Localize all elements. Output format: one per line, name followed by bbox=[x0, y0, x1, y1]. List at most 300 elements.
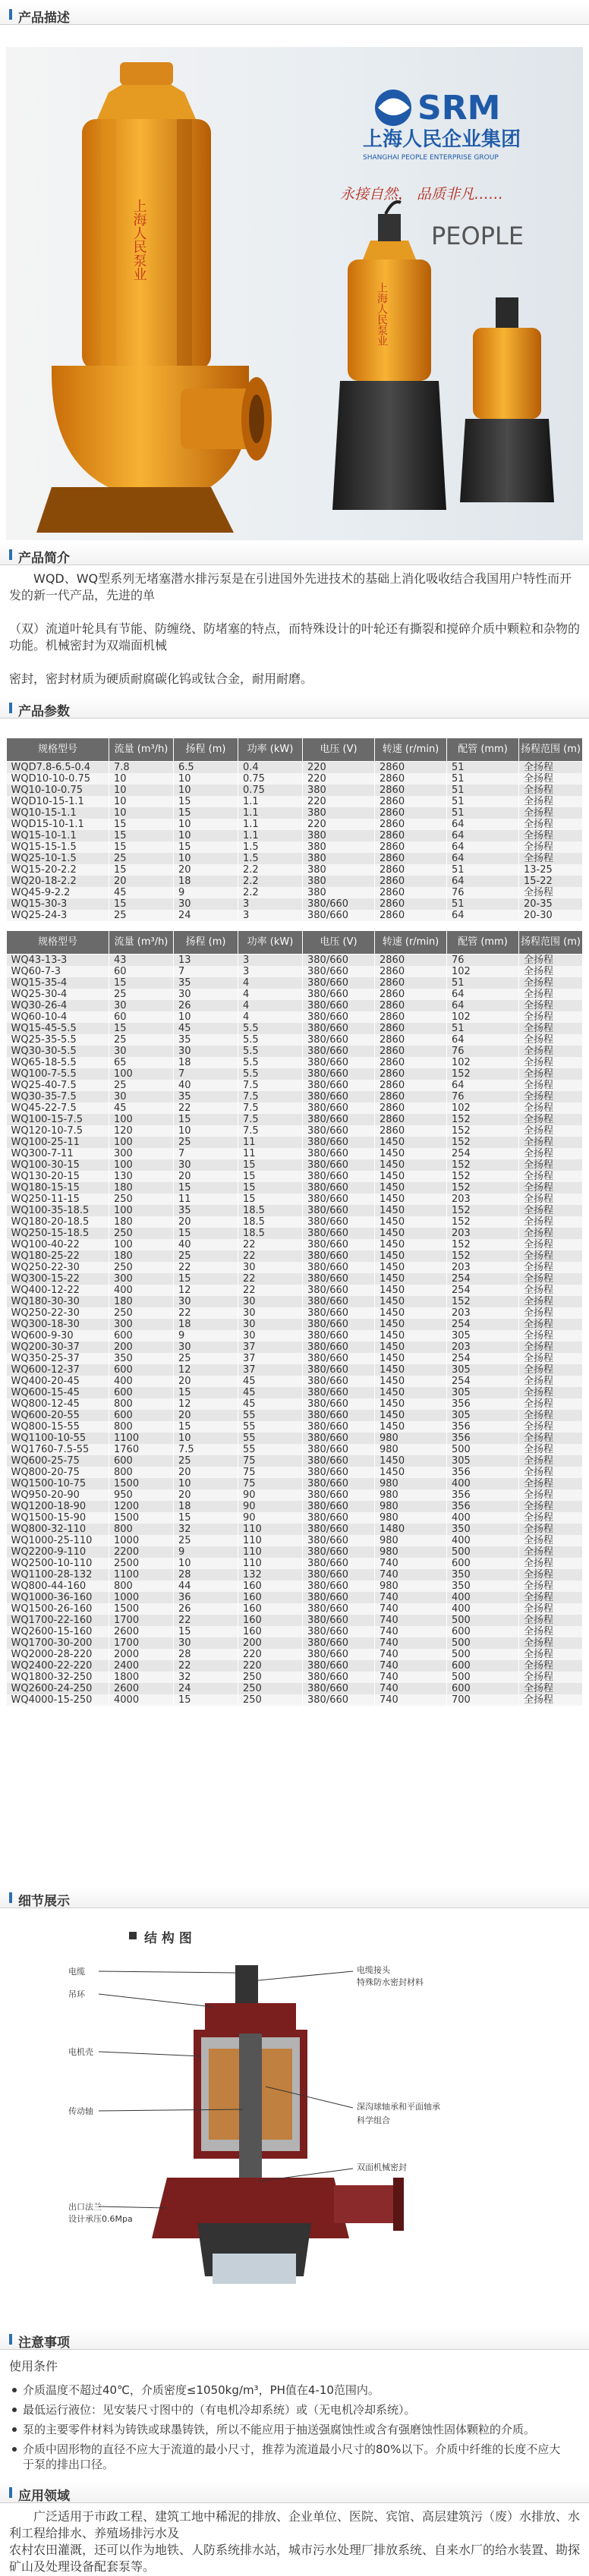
table-cell: 全扬程 bbox=[519, 955, 583, 967]
table-cell: 20 bbox=[174, 864, 238, 876]
table-cell: 380/660 bbox=[303, 1387, 375, 1398]
table-cell: 380/660 bbox=[303, 1694, 375, 1706]
table-row bbox=[7, 1535, 583, 1546]
table-cell: 全扬程 bbox=[519, 1433, 583, 1444]
col-header: 转速 (r/min) bbox=[375, 931, 447, 955]
table-cell: WQ1200-18-90 bbox=[7, 1501, 109, 1512]
table-cell: WQ120-10-7.5 bbox=[7, 1125, 109, 1137]
table-cell: 2.2 bbox=[238, 864, 303, 876]
table-cell: 全扬程 bbox=[519, 1626, 583, 1637]
table-cell: 2860 bbox=[375, 887, 447, 898]
table-cell: 2860 bbox=[375, 1011, 447, 1023]
table-cell: 全扬程 bbox=[519, 785, 583, 796]
table-cell: 4 bbox=[238, 977, 303, 989]
table-cell: 600 bbox=[109, 1410, 174, 1421]
table-cell: 0.4 bbox=[238, 762, 303, 774]
table-row bbox=[7, 1307, 583, 1319]
table-cell: 55 bbox=[238, 1433, 303, 1444]
table-cell: 25 bbox=[109, 989, 174, 1000]
table-cell: 10 bbox=[109, 785, 174, 796]
table-cell: 380/660 bbox=[303, 910, 375, 921]
table-cell: WQ1800-32-250 bbox=[7, 1672, 109, 1683]
table-cell: 305 bbox=[447, 1330, 519, 1341]
table-cell: 980 bbox=[375, 1501, 447, 1512]
table-cell: 220 bbox=[303, 762, 375, 774]
table-cell: 1.5 bbox=[238, 841, 303, 853]
table-cell: 全扬程 bbox=[519, 1387, 583, 1398]
table-row bbox=[7, 1137, 583, 1148]
table-row bbox=[7, 1489, 583, 1501]
table-cell: 380 bbox=[303, 785, 375, 796]
table-cell: 18 bbox=[174, 876, 238, 887]
table-row bbox=[7, 910, 583, 921]
table-cell: 全扬程 bbox=[519, 830, 583, 841]
table-cell: 76 bbox=[447, 887, 519, 898]
table-row bbox=[7, 1000, 583, 1011]
table-cell: 305 bbox=[447, 1410, 519, 1421]
table-row bbox=[7, 876, 583, 887]
table-cell: 740 bbox=[375, 1672, 447, 1683]
table-row bbox=[7, 1330, 583, 1341]
table-row bbox=[7, 1034, 583, 1046]
table-cell: 37 bbox=[238, 1353, 303, 1364]
table-cell: 13 bbox=[174, 955, 238, 967]
table-cell: 64 bbox=[447, 1034, 519, 1046]
table-cell: 30 bbox=[174, 1637, 238, 1649]
table-cell: 全扬程 bbox=[519, 1649, 583, 1660]
intro-p1: WQD、WQ型系列无堵塞潜水排污泵是在引进国外先进技术的基础上消化吸收结合我国用户特性而开发的新一代产品，先进的单 bbox=[9, 571, 572, 602]
table-row bbox=[7, 796, 583, 807]
table-cell: 380/660 bbox=[303, 1159, 375, 1171]
table-cell: WQ180-15-15 bbox=[7, 1182, 109, 1194]
table-cell: 全扬程 bbox=[519, 1558, 583, 1569]
table-cell: 980 bbox=[375, 1535, 447, 1546]
table-cell: 800 bbox=[109, 1467, 174, 1478]
table-cell: 25 bbox=[109, 1080, 174, 1091]
table-cell: 1760 bbox=[109, 1444, 174, 1455]
table-cell: 10 bbox=[109, 773, 174, 785]
table-cell: 60 bbox=[109, 966, 174, 977]
table-cell: 380 bbox=[303, 887, 375, 898]
table-cell: 740 bbox=[375, 1626, 447, 1637]
table-cell: WQ1500-26-160 bbox=[7, 1603, 109, 1615]
table-cell: WQ25-30-4 bbox=[7, 989, 109, 1000]
table-cell: 64 bbox=[447, 830, 519, 841]
table-cell: 1450 bbox=[375, 1421, 447, 1433]
table-cell: 30 bbox=[238, 1262, 303, 1273]
table-cell: 380/660 bbox=[303, 1489, 375, 1501]
col-header: 转速 (r/min) bbox=[375, 738, 447, 762]
table-cell: 全扬程 bbox=[519, 1683, 583, 1694]
table-cell: 2860 bbox=[375, 898, 447, 910]
table-cell: 740 bbox=[375, 1683, 447, 1694]
table-row bbox=[7, 1478, 583, 1489]
table-cell: WQ15-20-2.2 bbox=[7, 864, 109, 876]
table-cell: 全扬程 bbox=[519, 1512, 583, 1524]
table-cell: 500 bbox=[447, 1637, 519, 1649]
table-cell: WQD15-10-1.1 bbox=[7, 819, 109, 830]
table-cell: 9 bbox=[174, 887, 238, 898]
table-cell: 全扬程 bbox=[519, 1273, 583, 1285]
table-cell: 64 bbox=[447, 819, 519, 830]
table-cell: 全扬程 bbox=[519, 1034, 583, 1046]
table-cell: 102 bbox=[447, 966, 519, 977]
table-cell: 380/660 bbox=[303, 1626, 375, 1637]
table-cell: 15 bbox=[109, 841, 174, 853]
table-cell: 10 bbox=[174, 1478, 238, 1489]
table-cell: 20 bbox=[174, 1467, 238, 1478]
table-cell: 4 bbox=[238, 1000, 303, 1011]
table-cell: 160 bbox=[238, 1592, 303, 1603]
table-cell: 380/660 bbox=[303, 1000, 375, 1011]
table-cell: WQ180-25-22 bbox=[7, 1250, 109, 1262]
table-cell: 380/660 bbox=[303, 1080, 375, 1091]
col-header: 扬程 (m) bbox=[174, 738, 238, 762]
table-row bbox=[7, 1068, 583, 1080]
table-cell: 380/660 bbox=[303, 1444, 375, 1455]
table-cell: 300 bbox=[109, 1319, 174, 1330]
table-cell: 110 bbox=[238, 1546, 303, 1558]
table-cell: 100 bbox=[109, 1239, 174, 1250]
table-cell: 380/660 bbox=[303, 1501, 375, 1512]
table-cell: 25 bbox=[174, 1137, 238, 1148]
table-cell: 400 bbox=[447, 1478, 519, 1489]
table-cell: 254 bbox=[447, 1376, 519, 1387]
table-cell: 10 bbox=[174, 773, 238, 785]
table-cell: 220 bbox=[303, 796, 375, 807]
table-cell: 700 bbox=[447, 1694, 519, 1706]
table-cell: 380/660 bbox=[303, 1364, 375, 1376]
apps-p1: 广泛适用于市政工程、建筑工地中稀泥的排放、企业单位、医院、宾馆、高层建筑污（废）水排放、水利工程给排水、养殖场排污水及 bbox=[9, 2509, 581, 2540]
table-cell: 全扬程 bbox=[519, 989, 583, 1000]
table-cell: 30 bbox=[238, 1307, 303, 1319]
table-cell: 350 bbox=[109, 1353, 174, 1364]
table-cell: 380/660 bbox=[303, 1296, 375, 1307]
table-cell: 18.5 bbox=[238, 1216, 303, 1228]
table-cell: 10 bbox=[174, 1558, 238, 1569]
table-cell: 380/660 bbox=[303, 1148, 375, 1159]
table-cell: 全扬程 bbox=[519, 1285, 583, 1296]
table-row bbox=[7, 1524, 583, 1535]
col-header: 电压 (V) bbox=[303, 931, 375, 955]
table-cell: 全扬程 bbox=[519, 1398, 583, 1410]
table-cell: 全扬程 bbox=[519, 762, 583, 774]
table-row bbox=[7, 1023, 583, 1034]
table-cell: 2860 bbox=[375, 819, 447, 830]
table-row bbox=[7, 1250, 583, 1262]
table-cell: 2860 bbox=[375, 989, 447, 1000]
table-cell: 22 bbox=[174, 1102, 238, 1114]
section-header-detail bbox=[0, 1886, 589, 1908]
table-cell: 全扬程 bbox=[519, 1171, 583, 1182]
table-cell: 2860 bbox=[375, 1023, 447, 1034]
table-cell: 1450 bbox=[375, 1228, 447, 1239]
table-cell: WQ100-35-18.5 bbox=[7, 1205, 109, 1216]
table-cell: 980 bbox=[375, 1478, 447, 1489]
table-cell: 380/660 bbox=[303, 1068, 375, 1080]
table-cell: 51 bbox=[447, 796, 519, 807]
table-cell: 10 bbox=[174, 1125, 238, 1137]
table-cell: 203 bbox=[447, 1307, 519, 1319]
table-cell: 400 bbox=[447, 1535, 519, 1546]
table-cell: WQ800-20-75 bbox=[7, 1467, 109, 1478]
label-seal: 双面机械密封 bbox=[357, 2162, 407, 2172]
table-cell: 2860 bbox=[375, 1091, 447, 1102]
table-row bbox=[7, 1182, 583, 1194]
table-row bbox=[7, 841, 583, 853]
table-cell: 3 bbox=[238, 898, 303, 910]
table-cell: 全扬程 bbox=[519, 1535, 583, 1546]
pump-illustration bbox=[6, 47, 583, 540]
table-cell: 110 bbox=[238, 1558, 303, 1569]
table-cell: WQ1700-22-160 bbox=[7, 1615, 109, 1626]
table-cell: 740 bbox=[375, 1615, 447, 1626]
table-cell: 2860 bbox=[375, 1114, 447, 1125]
table-cell: 1450 bbox=[375, 1171, 447, 1182]
table-cell: 51 bbox=[447, 762, 519, 774]
table-cell: 180 bbox=[109, 1182, 174, 1194]
table-cell: 1450 bbox=[375, 1353, 447, 1364]
col-header: 规格型号 bbox=[7, 738, 109, 762]
table-cell: 2860 bbox=[375, 977, 447, 989]
table-row bbox=[7, 1626, 583, 1637]
table-cell: 全扬程 bbox=[519, 1478, 583, 1489]
table-cell: 45 bbox=[238, 1398, 303, 1410]
table-row bbox=[7, 853, 583, 864]
table-cell: 全扬程 bbox=[519, 1068, 583, 1080]
table-cell: 15 bbox=[174, 1421, 238, 1433]
table-cell: 32 bbox=[174, 1524, 238, 1535]
table-cell: 全扬程 bbox=[519, 1421, 583, 1433]
table-row bbox=[7, 1114, 583, 1125]
table-cell: 全扬程 bbox=[519, 1102, 583, 1114]
table-cell: 30 bbox=[174, 1046, 238, 1057]
table-cell: 254 bbox=[447, 1273, 519, 1285]
table-cell: WQ1500-15-90 bbox=[7, 1512, 109, 1524]
table-cell: 0.75 bbox=[238, 785, 303, 796]
table-cell: 1450 bbox=[375, 1410, 447, 1421]
brand-logo-text: SRM bbox=[417, 89, 501, 127]
table-cell: 380/660 bbox=[303, 1228, 375, 1239]
table-cell: 0.75 bbox=[238, 773, 303, 785]
table-cell: 30 bbox=[238, 1319, 303, 1330]
table-cell: 100 bbox=[109, 1159, 174, 1171]
label-bearing2: 科学组合 bbox=[357, 2115, 390, 2125]
table-cell: 15-22 bbox=[519, 876, 583, 887]
table-cell: 152 bbox=[447, 1068, 519, 1080]
table-cell: WQ300-18-30 bbox=[7, 1319, 109, 1330]
table-cell: 15 bbox=[109, 864, 174, 876]
table-cell: 1450 bbox=[375, 1250, 447, 1262]
table-cell: 1700 bbox=[109, 1615, 174, 1626]
table-row bbox=[7, 1159, 583, 1171]
table-cell: 740 bbox=[375, 1660, 447, 1672]
table-row bbox=[7, 1637, 583, 1649]
diagram-title: 结 构 图 bbox=[144, 1931, 192, 1946]
table-cell: 5.5 bbox=[238, 1068, 303, 1080]
col-header: 扬程范围 (m) bbox=[519, 931, 583, 955]
table-cell: 2860 bbox=[375, 796, 447, 807]
table-cell: 200 bbox=[109, 1341, 174, 1353]
table-cell: 全扬程 bbox=[519, 1250, 583, 1262]
table-cell: 55 bbox=[238, 1421, 303, 1433]
table-cell: 30 bbox=[109, 1046, 174, 1057]
table-cell: 10 bbox=[109, 807, 174, 819]
table-cell: 160 bbox=[238, 1603, 303, 1615]
table-cell: 64 bbox=[447, 841, 519, 853]
table-cell: 9 bbox=[174, 1546, 238, 1558]
table-cell: 152 bbox=[447, 1159, 519, 1171]
table-cell: 110 bbox=[238, 1524, 303, 1535]
table-cell: 1450 bbox=[375, 1205, 447, 1216]
table-cell: 全扬程 bbox=[519, 796, 583, 807]
table-cell: 15 bbox=[174, 1387, 238, 1398]
section-title-detail: 细节展示 bbox=[18, 1894, 70, 1909]
section-title-desc: 产品描述 bbox=[18, 11, 70, 26]
table-cell: 全扬程 bbox=[519, 1637, 583, 1649]
table-cell: 203 bbox=[447, 1262, 519, 1273]
table-cell: 15 bbox=[174, 1273, 238, 1285]
table-cell: 380/660 bbox=[303, 1683, 375, 1694]
table-cell: 2000 bbox=[109, 1649, 174, 1660]
table-cell: 350 bbox=[447, 1524, 519, 1535]
table-cell: 356 bbox=[447, 1398, 519, 1410]
table-cell: 64 bbox=[447, 1000, 519, 1011]
table-row bbox=[7, 1228, 583, 1239]
table-cell: 380/660 bbox=[303, 1649, 375, 1660]
table-cell: 180 bbox=[109, 1216, 174, 1228]
table-cell: 15 bbox=[174, 1182, 238, 1194]
table-cell: 全扬程 bbox=[519, 1410, 583, 1421]
table-cell: 800 bbox=[109, 1421, 174, 1433]
table-cell: 203 bbox=[447, 1341, 519, 1353]
col-header: 流量 (m³/h) bbox=[109, 931, 174, 955]
table-cell: WQ800-44-160 bbox=[7, 1581, 109, 1592]
table-cell: 152 bbox=[447, 1250, 519, 1262]
table-cell: WQ250-22-30 bbox=[7, 1307, 109, 1319]
table-row bbox=[7, 1501, 583, 1512]
table-cell: WQ350-25-37 bbox=[7, 1353, 109, 1364]
table-row bbox=[7, 1194, 583, 1205]
label-bearing: 深沟球轴承和平面轴承 bbox=[357, 2102, 440, 2112]
table-row bbox=[7, 1592, 583, 1603]
table-cell: 30 bbox=[109, 1000, 174, 1011]
table-cell: 380/660 bbox=[303, 1569, 375, 1581]
table-cell: 30 bbox=[238, 1296, 303, 1307]
table-cell: 1450 bbox=[375, 1398, 447, 1410]
table-cell: 18.5 bbox=[238, 1205, 303, 1216]
table-cell: 26 bbox=[174, 1603, 238, 1615]
table-cell: 305 bbox=[447, 1387, 519, 1398]
table-cell: 全扬程 bbox=[519, 1546, 583, 1558]
table-cell: 380/660 bbox=[303, 1114, 375, 1125]
table-cell: 380/660 bbox=[303, 1216, 375, 1228]
section-header-intro bbox=[0, 543, 589, 565]
table-cell: 380/660 bbox=[303, 1615, 375, 1626]
col-header: 功率 (kW) bbox=[238, 931, 303, 955]
col-header: 流量 (m³/h) bbox=[109, 738, 174, 762]
table-row bbox=[7, 1125, 583, 1137]
table-cell: 3 bbox=[238, 966, 303, 977]
table-cell: 全扬程 bbox=[519, 1569, 583, 1581]
table-cell: 980 bbox=[375, 1512, 447, 1524]
table-cell: 600 bbox=[447, 1626, 519, 1637]
table-cell: WQ800-15-55 bbox=[7, 1421, 109, 1433]
table-cell: 15 bbox=[109, 977, 174, 989]
table-cell: 9 bbox=[174, 1330, 238, 1341]
table-cell: 2600 bbox=[109, 1683, 174, 1694]
table-cell: 全扬程 bbox=[519, 1114, 583, 1125]
table-cell: WQ2400-22-220 bbox=[7, 1660, 109, 1672]
table-cell: 全扬程 bbox=[519, 1467, 583, 1478]
table-cell: WQ1000-36-160 bbox=[7, 1592, 109, 1603]
table-row bbox=[7, 977, 583, 989]
table-cell: 51 bbox=[447, 1023, 519, 1034]
table-cell: 20 bbox=[174, 1410, 238, 1421]
table-cell: 220 bbox=[238, 1649, 303, 1660]
table-cell: 22 bbox=[238, 1250, 303, 1262]
table-cell: WQ60-10-4 bbox=[7, 1011, 109, 1023]
table-cell: 15 bbox=[174, 1228, 238, 1239]
table-cell: WQ1500-10-75 bbox=[7, 1478, 109, 1489]
table-cell: 45 bbox=[174, 1023, 238, 1034]
table-cell: 60 bbox=[109, 1011, 174, 1023]
table-cell: 1500 bbox=[109, 1603, 174, 1615]
col-header: 规格型号 bbox=[7, 931, 109, 955]
table-cell: 600 bbox=[109, 1330, 174, 1341]
table-cell: 22 bbox=[174, 1660, 238, 1672]
table-cell: 15 bbox=[109, 830, 174, 841]
table-cell: 500 bbox=[447, 1444, 519, 1455]
brand-cn: 上海人民企业集团 bbox=[363, 128, 521, 151]
table-cell: 380/660 bbox=[303, 1102, 375, 1114]
table-cell: 2860 bbox=[375, 1125, 447, 1137]
table-cell: 5.5 bbox=[238, 1057, 303, 1068]
table-cell: WQ100-40-22 bbox=[7, 1239, 109, 1250]
table-cell: 102 bbox=[447, 1057, 519, 1068]
table-row bbox=[7, 1205, 583, 1216]
table-cell: 全扬程 bbox=[519, 1057, 583, 1068]
table-cell: 35 bbox=[174, 1034, 238, 1046]
table-cell: 160 bbox=[238, 1626, 303, 1637]
table-cell: 2860 bbox=[375, 1102, 447, 1114]
table-row bbox=[7, 1672, 583, 1683]
table-cell: 15 bbox=[174, 1512, 238, 1524]
table-cell: WQ300-15-22 bbox=[7, 1273, 109, 1285]
table-cell: 20-35 bbox=[519, 898, 583, 910]
table-cell: 全扬程 bbox=[519, 1228, 583, 1239]
intro-p3: 密封，密封材质为硬质耐腐碳化钨或钛合金，耐用耐磨。 bbox=[9, 672, 313, 686]
table-cell: 2860 bbox=[375, 830, 447, 841]
table-cell: 356 bbox=[447, 1433, 519, 1444]
table-cell: 380/660 bbox=[303, 1558, 375, 1569]
table-cell: 90 bbox=[238, 1489, 303, 1501]
table-cell: 65 bbox=[109, 1057, 174, 1068]
table-cell: 24 bbox=[174, 1683, 238, 1694]
table-cell: 2500 bbox=[109, 1558, 174, 1569]
table-cell: 76 bbox=[447, 955, 519, 967]
header-bar bbox=[9, 2334, 12, 2345]
table-cell: 15 bbox=[174, 1114, 238, 1125]
table-cell: 152 bbox=[447, 1239, 519, 1250]
table-row bbox=[7, 1512, 583, 1524]
table-cell: 2860 bbox=[375, 955, 447, 967]
table-cell: WQ100-25-11 bbox=[7, 1137, 109, 1148]
table-cell: 380/660 bbox=[303, 1581, 375, 1592]
table-cell: 40 bbox=[174, 1239, 238, 1250]
table-cell: 152 bbox=[447, 1171, 519, 1182]
table-cell: 75 bbox=[238, 1455, 303, 1467]
